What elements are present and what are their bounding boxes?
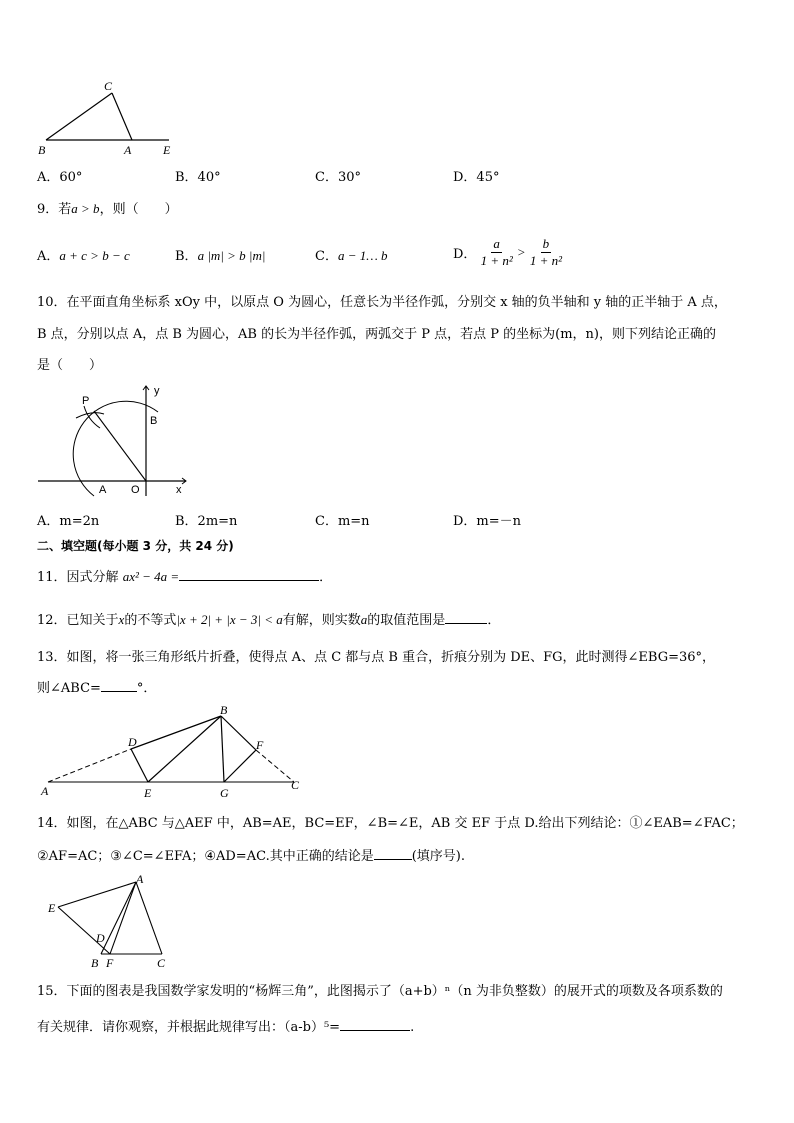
label-c: C [291, 778, 300, 792]
q8-option-b[interactable]: B．40° [175, 170, 221, 185]
q9-option-c[interactable]: C．a − 1… b [315, 248, 388, 264]
label-b: B [220, 703, 228, 717]
q13-line-2: 则∠ABC= °． [37, 681, 157, 696]
frac-a-over: $\frac{a}{\text{1 + n²}}$ [480, 236, 513, 268]
q10-coordinate-figure [36, 380, 196, 500]
label-f: F [256, 738, 264, 752]
q14-triangles-figure [44, 872, 174, 972]
q9-option-a[interactable]: A．a + c > b − c [37, 248, 130, 264]
label-b: B [38, 143, 46, 156]
label-f: F [106, 956, 114, 970]
label-y: y [154, 385, 160, 397]
q9-stem: 9．若a > b，则（ ） [37, 201, 178, 217]
q13-line-1: 13．如图，将一张三角形纸片折叠，使得点 A、点 C 都与点 B 重合，折痕分别为 DE、FG，此时测得∠EBG=36°， [37, 650, 716, 665]
q10-line-2: B 点，分别以点 A，点 B 为圆心，AB 的长为半径作弧，两弧交于 P 点，若点 P 的坐标为(m，n)，则下列结论正确的 [37, 327, 716, 342]
label-a: A [41, 784, 49, 798]
label-d: D [96, 931, 105, 945]
q10-line-1: 10．在平面直角坐标系 xOy 中，以原点 O 为圆心，任意长为半径作弧，分别交 x 轴的负半轴和 y 轴的正半轴于 A 点， [37, 295, 727, 310]
q14-line-2: ②AF=AC；③∠C=∠EFA；④AD=AC.其中正确的结论是 (填序号). [37, 849, 465, 864]
label-x: x [176, 484, 182, 496]
label-o: O [131, 484, 140, 496]
q13-fold-figure [36, 702, 316, 800]
label-g: G [220, 786, 229, 800]
q15-line-1: 15．下面的图表是我国数学家发明的“杨辉三角”，此图揭示了（a+b）ⁿ（n 为非负整数）的展开式的项数及各项系数的 [37, 984, 723, 999]
q11-stem: 11．因式分解 ax² − 4a = ． [37, 569, 333, 585]
label-b: B [150, 415, 158, 427]
label-e: E [144, 786, 152, 800]
q8-option-d[interactable]: D．45° [453, 170, 500, 185]
q12-answer-blank[interactable] [445, 611, 487, 624]
label-b: B [91, 956, 99, 970]
q10-option-c[interactable]: C．m=n [315, 514, 370, 529]
label-c: C [104, 79, 113, 93]
q11-answer-blank[interactable] [179, 568, 319, 581]
q9-option-b[interactable]: B．a |m| > b |m| [175, 248, 266, 264]
label-p: P [82, 395, 90, 407]
q13-answer-blank[interactable] [101, 679, 137, 692]
q9-condition: a > b [71, 201, 100, 216]
q15-answer-blank[interactable] [340, 1018, 410, 1031]
section-title: 二、填空题(每小题 3 分，共 24 分) [37, 539, 234, 553]
q10-option-d[interactable]: D．m=－n [453, 514, 522, 529]
label-a: A [124, 143, 132, 156]
label-e: E [48, 901, 56, 915]
q9-option-d[interactable]: D． $\frac{a}{\text{1 + n²}}$ > $\frac{b}{\text{1 + n²}}$ [453, 236, 562, 268]
q8-option-a[interactable]: A．60° [37, 170, 83, 185]
label-a: A [99, 484, 107, 496]
q10-option-b[interactable]: B．2m=n [175, 514, 238, 529]
q15-line-2: 有关规律．请你观察，并根据此规律写出：（a-b）⁵= . [37, 1020, 415, 1035]
frac-b-over: $\frac{b}{\text{1 + n²}}$ [529, 236, 562, 268]
q14-answer-blank[interactable] [374, 847, 412, 860]
q10-option-a[interactable]: A．m=2n [37, 514, 100, 529]
label-d: D [128, 735, 137, 749]
q10-line-3: 是（ ） [37, 358, 103, 373]
label-c: C [157, 956, 166, 970]
label-a: A [136, 872, 144, 886]
q12-stem: 12．已知关于x的不等式|x + 2| + |x − 3| < a有解，则实数a的取值范围是 ． [37, 612, 501, 628]
q8-option-c[interactable]: C．30° [315, 170, 361, 185]
label-e: E [163, 143, 171, 156]
q8-triangle-figure [36, 76, 186, 156]
q14-line-1: 14．如图，在△ABC 与△AEF 中，AB=AE，BC=EF，∠B=∠E，AB 交 EF 于点 D.给出下列结论：①∠EAB=∠FAC； [37, 816, 744, 831]
